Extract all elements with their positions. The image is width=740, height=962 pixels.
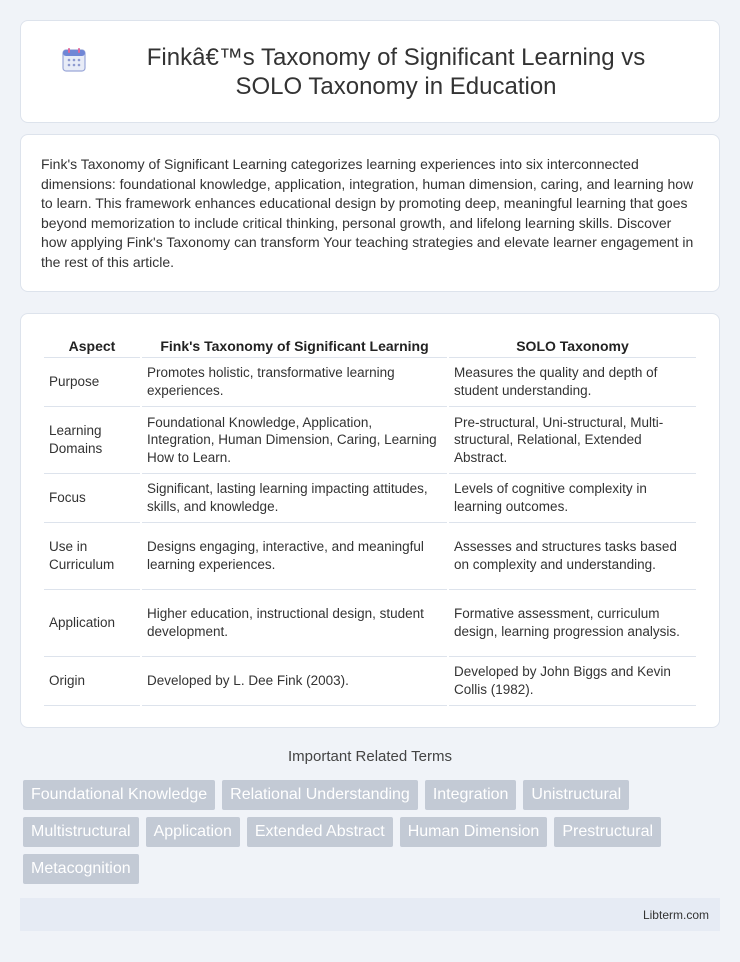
column-header-aspect: Aspect — [44, 334, 140, 358]
table-cell-aspect: Use in Curriculum — [44, 523, 140, 590]
table-cell-fink: Designs engaging, interactive, and meaningful learning experiences. — [142, 523, 447, 590]
table-cell-fink: Developed by L. Dee Fink (2003). — [142, 657, 447, 706]
related-term-tag[interactable]: Relational Understanding — [222, 780, 418, 810]
table-cell-solo: Assesses and structures tasks based on complexity and understanding. — [449, 523, 696, 590]
intro-card — [20, 134, 720, 292]
table-cell-aspect: Focus — [44, 474, 140, 523]
related-term-tag[interactable]: Extended Abstract — [247, 817, 393, 847]
table-cell-fink: Foundational Knowledge, Application, Integration, Human Dimension, Caring, Learning How to Learn. — [142, 407, 447, 474]
footer-brand-link[interactable]: Libterm.com — [642, 907, 709, 922]
related-term-tag[interactable]: Unistructural — [523, 780, 629, 810]
table-cell-solo: Formative assessment, curriculum design, learning progression analysis. — [449, 590, 696, 657]
intro-text: Fink's Taxonomy of Significant Learning categorizes learning experiences into six interconnected dimensions: foundational knowledge, application, integration, human dimension, caring, and learning how to learn. This framework enhances educational design by promoting deep, meaningful learning that goes beyond memorization to include critical thinking, personal growth, and lifelong learning skills. Discover how applying Fink's Taxonomy can transform Your teaching strategies and elevate learner engagement in the rest of this article. — [41, 156, 694, 270]
table-cell-aspect: Origin — [44, 657, 140, 706]
column-header-solo: SOLO Taxonomy — [449, 334, 696, 358]
table-cell-solo: Pre-structural, Uni-structural, Multi-structural, Relational, Extended Abstract. — [449, 407, 696, 474]
related-term-tag[interactable]: Human Dimension — [400, 817, 548, 847]
table-cell-aspect: Purpose — [44, 358, 140, 407]
table-row — [44, 590, 696, 657]
header-card — [20, 20, 720, 123]
table-cell-fink: Higher education, instructional design, student development. — [142, 590, 447, 657]
table-cell-aspect: Application — [44, 590, 140, 657]
calendar-icon — [61, 47, 87, 73]
column-header-fink: Fink's Taxonomy of Significant Learning — [142, 334, 447, 358]
table-header-row — [44, 334, 696, 358]
table-row — [44, 474, 696, 523]
related-term-tag[interactable]: Foundational Knowledge — [23, 780, 215, 810]
footer — [20, 898, 720, 931]
table-row — [44, 657, 696, 706]
related-term-tag[interactable]: Metacognition — [23, 854, 139, 884]
table-row — [44, 523, 696, 590]
related-terms-title: Important Related Terms — [288, 748, 452, 765]
table-cell-fink: Promotes holistic, transformative learning experiences. — [142, 358, 447, 407]
table-row — [44, 358, 696, 407]
table-cell-fink: Significant, lasting learning impacting attitudes, skills, and knowledge. — [142, 474, 447, 523]
related-term-tag[interactable]: Prestructural — [554, 817, 661, 847]
related-term-tag[interactable]: Application — [146, 817, 240, 847]
comparison-table — [42, 334, 698, 706]
table-cell-solo: Measures the quality and depth of student understanding. — [449, 358, 696, 407]
comparison-table-card — [20, 313, 720, 728]
table-cell-aspect: Learning Domains — [44, 407, 140, 474]
table-row — [44, 407, 696, 474]
table-cell-solo: Developed by John Biggs and Kevin Collis (1982). — [449, 657, 696, 706]
related-term-tag[interactable]: Multistructural — [23, 817, 139, 847]
related-terms-list — [23, 780, 703, 884]
related-term-tag[interactable]: Integration — [425, 780, 517, 810]
page-title: Finkâ€™s Taxonomy of Significant Learning vs SOLO Taxonomy in Education — [146, 43, 646, 100]
table-cell-solo: Levels of cognitive complexity in learning outcomes. — [449, 474, 696, 523]
